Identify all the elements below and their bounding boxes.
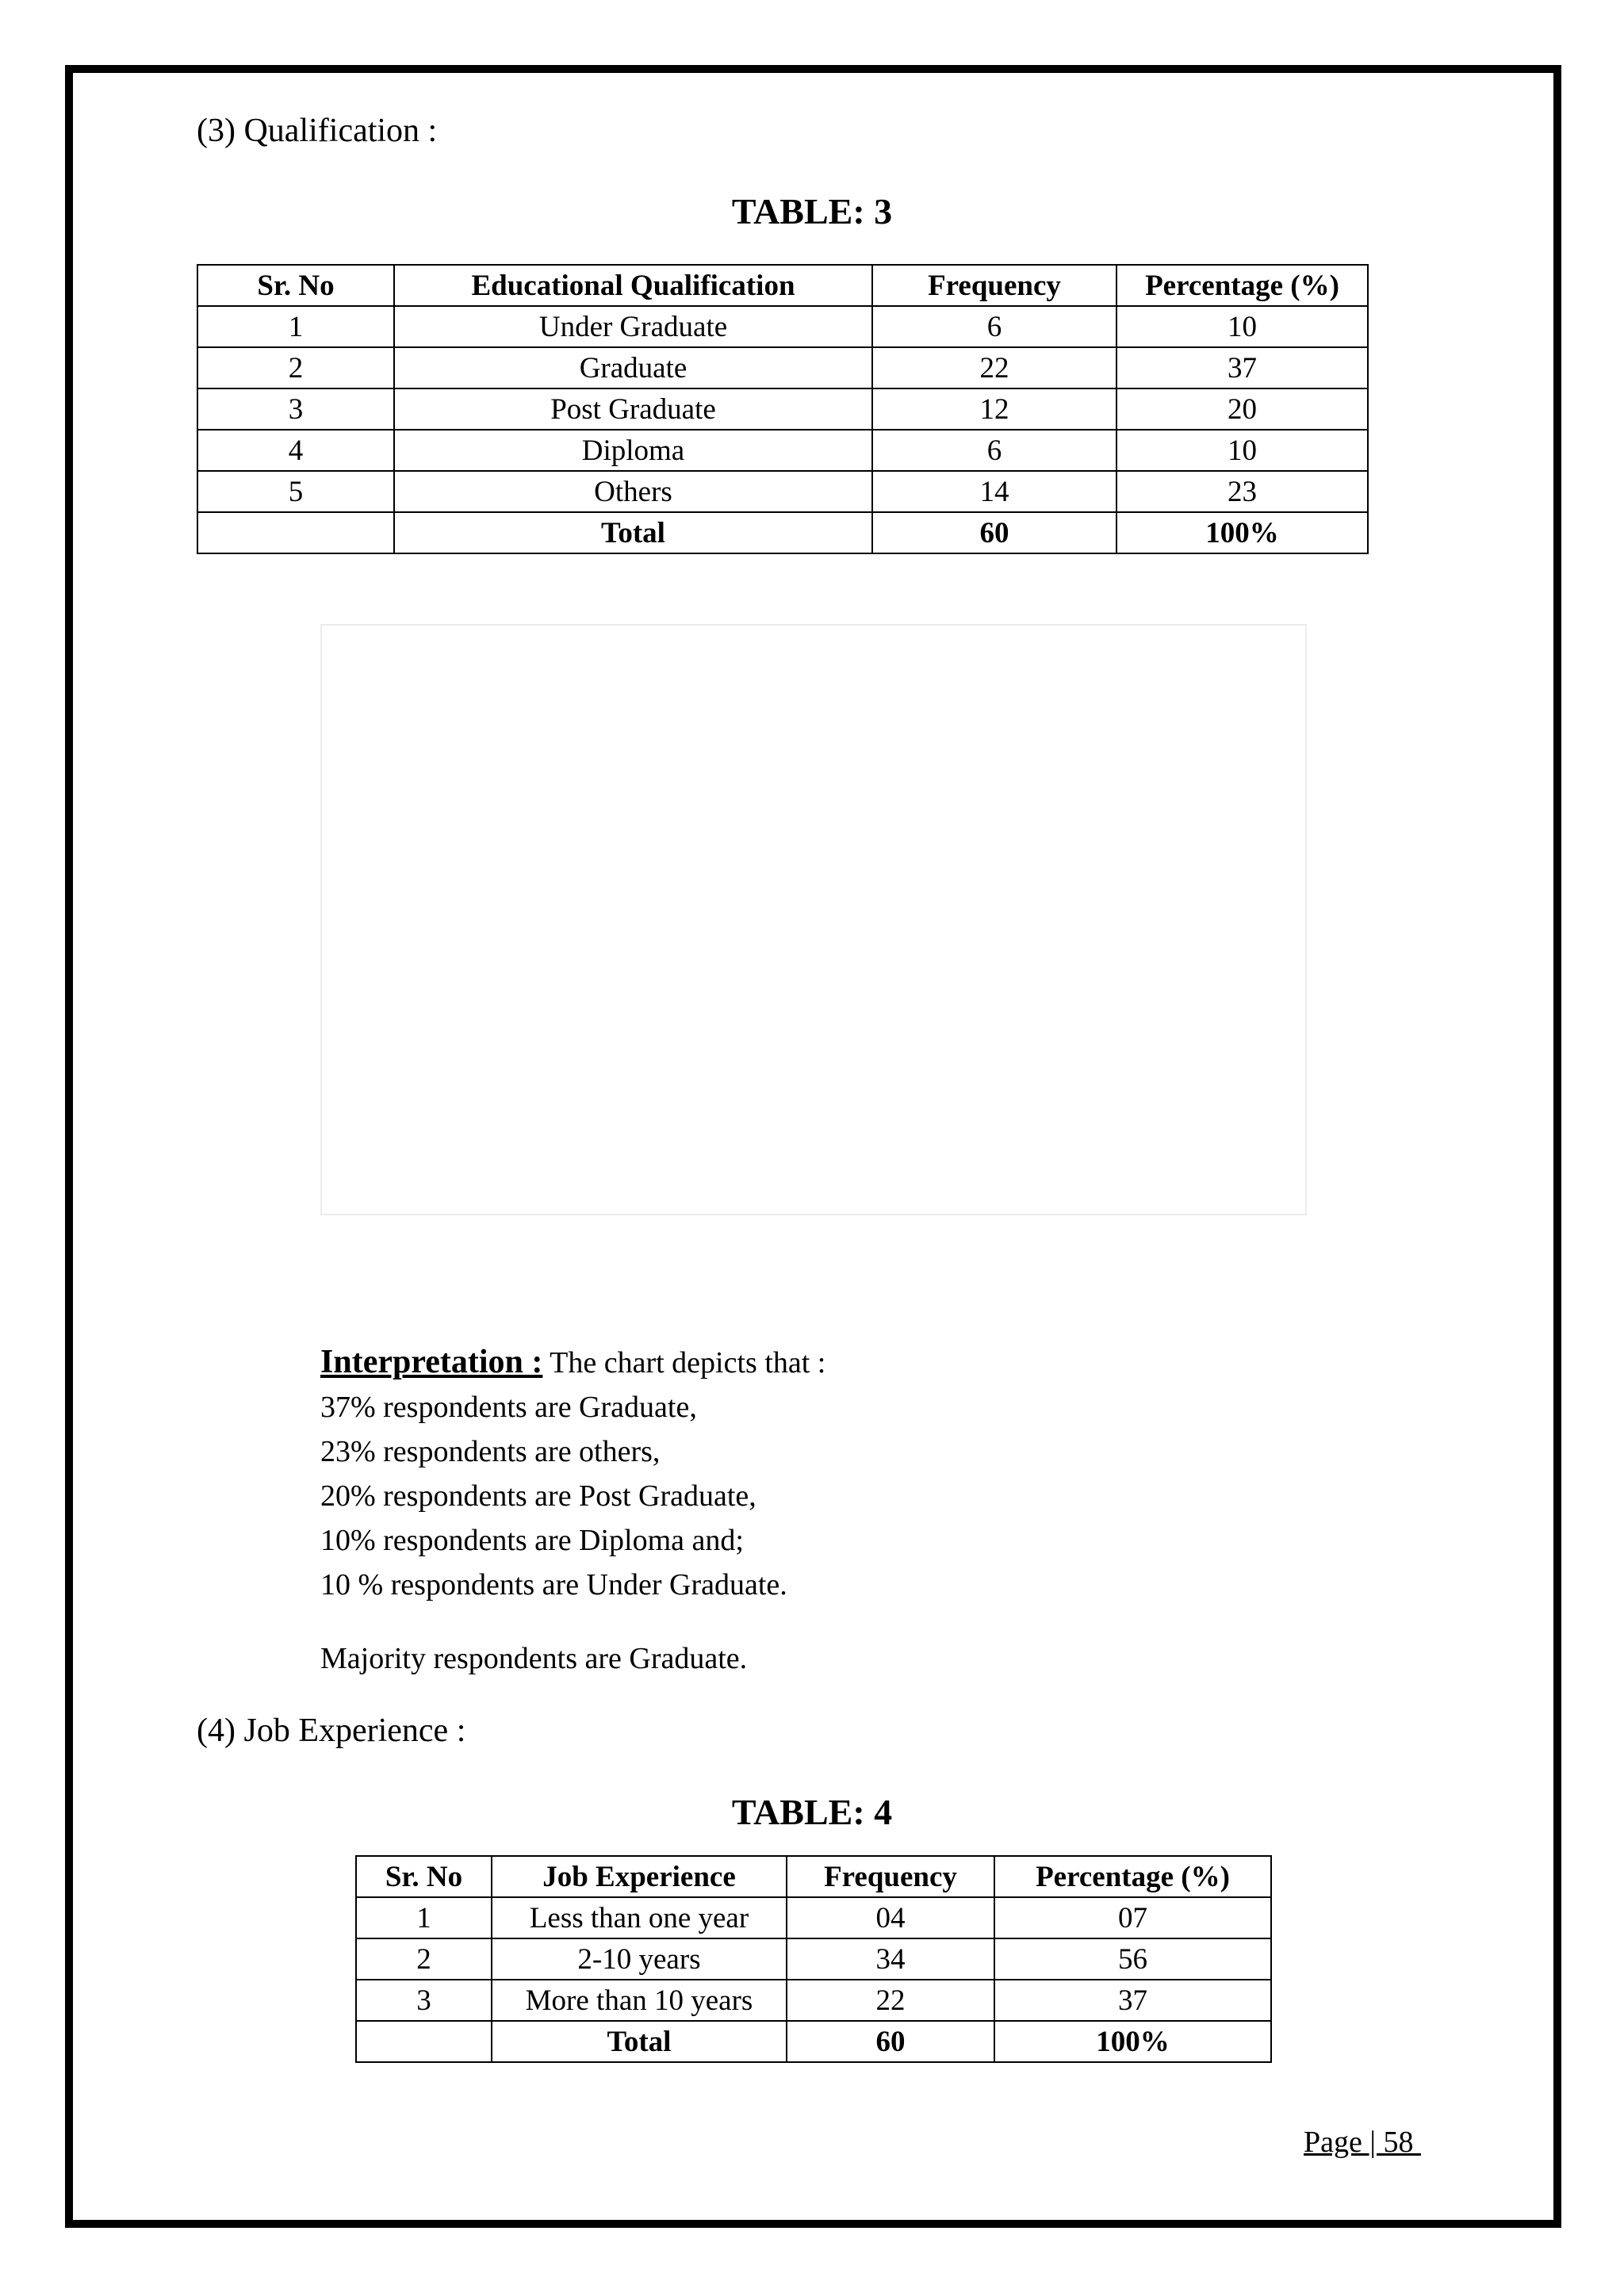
cell-job-experience: More than 10 years	[492, 1980, 787, 2021]
cell-qualification: Others	[394, 471, 872, 512]
cell-sr-no	[356, 2021, 492, 2062]
cell-percentage: 07	[994, 1897, 1271, 1938]
column-header: Job Experience	[492, 1856, 787, 1897]
cell-sr-no: 2	[197, 347, 394, 388]
cell-sr-no: 2	[356, 1938, 492, 1980]
chart-placeholder	[320, 624, 1307, 1215]
column-header: Educational Qualification	[394, 265, 872, 306]
column-header: Sr. No	[197, 265, 394, 306]
section-heading-qualification: (3) Qualification :	[197, 113, 438, 149]
cell-total-percentage: 100%	[994, 2021, 1271, 2062]
table-4-title: TABLE: 4	[731, 1792, 893, 1832]
cell-percentage: 23	[1116, 471, 1368, 512]
cell-frequency: 12	[872, 388, 1116, 430]
interpretation-line: 10% respondents are Diploma and;	[320, 1524, 744, 1557]
cell-total-label: Total	[492, 2021, 787, 2062]
cell-sr-no: 3	[356, 1980, 492, 2021]
cell-qualification: Graduate	[394, 347, 872, 388]
column-header: Frequency	[787, 1856, 994, 1897]
cell-percentage: 10	[1116, 306, 1368, 347]
column-header: Frequency	[872, 265, 1116, 306]
cell-sr-no: 1	[197, 306, 394, 347]
cell-job-experience: 2-10 years	[492, 1938, 787, 1980]
cell-frequency: 6	[872, 430, 1116, 471]
cell-total-percentage: 100%	[1116, 512, 1368, 553]
table-row	[356, 1897, 1271, 1938]
interpretation-conclusion: Majority respondents are Graduate.	[320, 1642, 748, 1675]
section-heading-job-experience: (4) Job Experience :	[197, 1712, 466, 1749]
cell-total-frequency: 60	[872, 512, 1116, 553]
qualification-table	[197, 264, 1369, 554]
cell-qualification: Under Graduate	[394, 306, 872, 347]
table-header-row	[197, 265, 1368, 306]
table-row	[197, 430, 1368, 471]
cell-percentage: 10	[1116, 430, 1368, 471]
cell-sr-no: 4	[197, 430, 394, 471]
table-row	[197, 471, 1368, 512]
column-header: Sr. No	[356, 1856, 492, 1897]
interpretation-heading-line	[320, 1340, 825, 1385]
cell-sr-no	[197, 512, 394, 553]
column-header: Percentage (%)	[994, 1856, 1271, 1897]
cell-percentage: 37	[994, 1980, 1271, 2021]
cell-percentage: 37	[1116, 347, 1368, 388]
interpretation-line: 20% respondents are Post Graduate,	[320, 1479, 756, 1513]
cell-job-experience: Less than one year	[492, 1897, 787, 1938]
table-3-title: TABLE: 3	[731, 191, 893, 232]
table-row	[356, 1938, 1271, 1980]
cell-qualification: Diploma	[394, 430, 872, 471]
cell-frequency: 6	[872, 306, 1116, 347]
total-row	[356, 2021, 1271, 2062]
cell-frequency: 14	[872, 471, 1116, 512]
interpretation-label: Interpretation :	[320, 1344, 543, 1380]
cell-frequency: 22	[872, 347, 1116, 388]
cell-sr-no: 3	[197, 388, 394, 430]
cell-percentage: 56	[994, 1938, 1271, 1980]
cell-percentage: 20	[1116, 388, 1368, 430]
interpretation-block	[320, 1340, 825, 1607]
cell-frequency: 22	[787, 1980, 994, 2021]
interpretation-line: 37% respondents are Graduate,	[320, 1391, 697, 1424]
job-experience-table	[355, 1855, 1272, 2063]
cell-frequency: 34	[787, 1938, 994, 1980]
table-row	[197, 388, 1368, 430]
cell-total-label: Total	[394, 512, 872, 553]
interpretation-line: 23% respondents are others,	[320, 1435, 661, 1468]
table-row	[356, 1980, 1271, 2021]
cell-sr-no: 1	[356, 1897, 492, 1938]
interpretation-line: 10 % respondents are Under Graduate.	[320, 1568, 787, 1601]
interpretation-intro: The chart depicts that :	[542, 1346, 826, 1380]
total-row	[197, 512, 1368, 553]
cell-total-frequency: 60	[787, 2021, 994, 2062]
table-header-row	[356, 1856, 1271, 1897]
table-row	[197, 306, 1368, 347]
table-row	[197, 347, 1368, 388]
cell-qualification: Post Graduate	[394, 388, 872, 430]
cell-sr-no: 5	[197, 471, 394, 512]
column-header: Percentage (%)	[1116, 265, 1368, 306]
cell-frequency: 04	[787, 1897, 994, 1938]
page-number: Page | 58	[1304, 2126, 1421, 2159]
